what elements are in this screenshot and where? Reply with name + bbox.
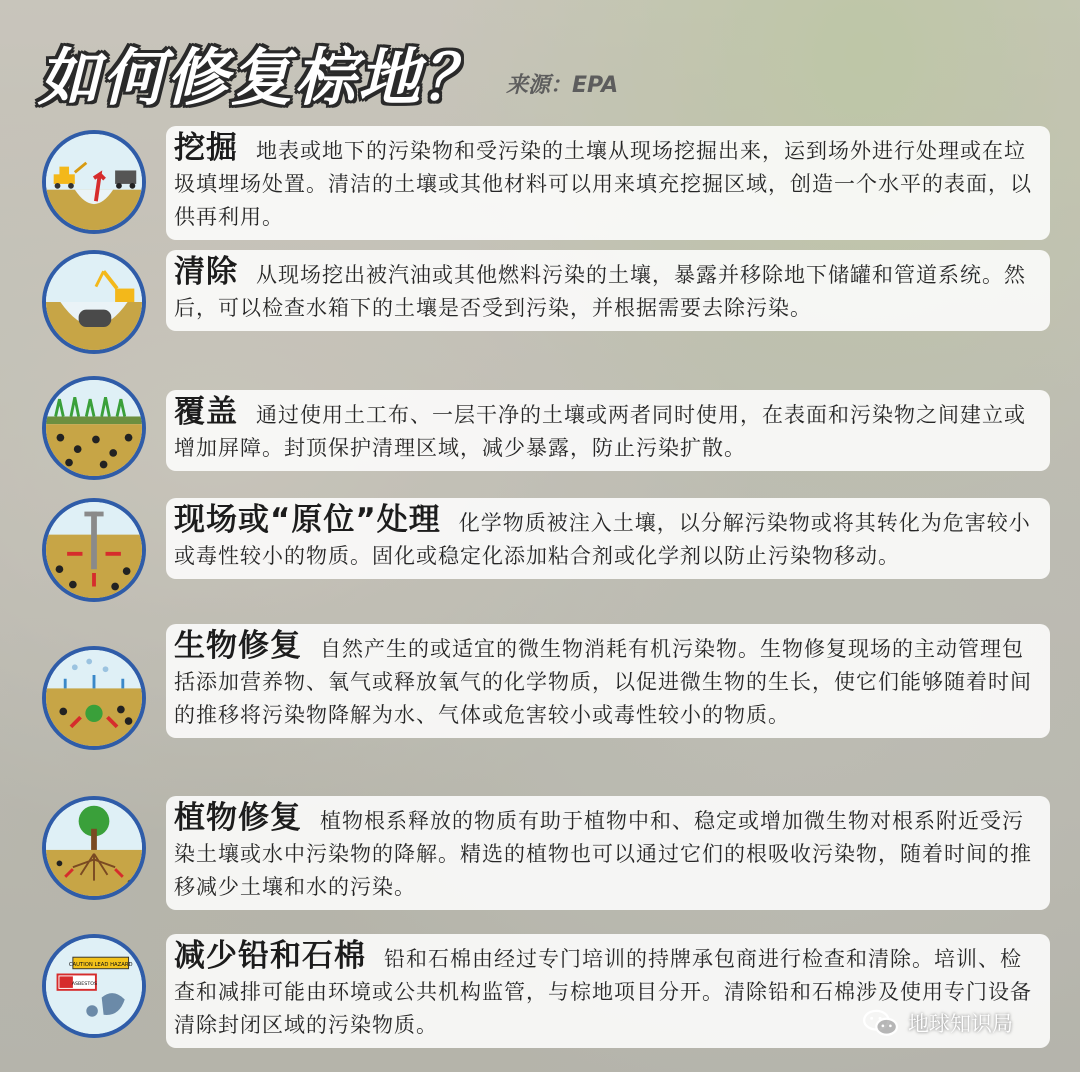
item-text: 通过使用土工布、一层干净的土壤或两者同时使用，在表面和污染物之间建立或增加屏障。封顶保护清理区域，减少暴露，防止污染扩散。 (174, 403, 1026, 460)
item-text: 地表或地下的污染物和受污染的土壤从现场挖掘出来，运到场外进行处理或在垃圾填埋场处置。清洁的土壤或其他材料可以用来填充挖掘区域，创造一个水平的表面，以供再利用。 (174, 139, 1032, 229)
watermark-text: 地球知识局 (908, 1012, 1013, 1036)
lead-asbestos-icon (42, 934, 146, 1038)
item-heading: 生物修复 (174, 628, 302, 664)
description-card (166, 498, 1050, 579)
excavation-icon (42, 130, 146, 234)
item-text: 自然产生的或适宜的微生物消耗有机污染物。生物修复现场的主动管理包括添加营养物、氧气或释放氧气的化学物质，以促进微生物的生长，使它们能够随着时间的推移将污染物降解为水、气体或危害较小或毒性较小的物质。 (174, 637, 1032, 727)
description-card (166, 126, 1050, 240)
page-title: 如何修复棕地？ (38, 41, 487, 114)
lead-sign-text: CAUTION LEAD HAZARD (68, 961, 133, 968)
item-text: 植物根系释放的物质有助于植物中和、稳定或增加微生物对根系附近受污染土壤或水中污染物的降解。精选的植物也可以通过它们的根吸收污染物，随着时间的推移减少土壤和水的污染。 (174, 809, 1032, 899)
description-card (166, 390, 1050, 471)
item-heading: 挖掘 (174, 130, 238, 166)
description-card (166, 250, 1050, 331)
bioremediation-icon (42, 646, 146, 750)
description-card (166, 796, 1050, 910)
item-text: 化学物质被注入土壤，以分解污染物或将其转化为危害较小或毒性较小的物质。固化或稳定化添加粘合剂或化学剂以防止污染物移动。 (174, 511, 1031, 568)
item-heading: 植物修复 (174, 800, 302, 836)
injection-icon (42, 498, 146, 602)
item-heading: 减少铅和石棉 (174, 938, 366, 974)
wechat-icon (862, 1008, 900, 1038)
tree-roots-icon (42, 796, 146, 900)
item-text: 从现场挖出被汽油或其他燃料污染的土壤，暴露并移除地下储罐和管道系统。然后，可以检查水箱下的土壤是否受到污染，并根据需要去除污染。 (174, 263, 1026, 320)
capping-icon (42, 376, 146, 480)
source-label: 来源：EPA (506, 73, 619, 98)
tank-removal-icon (42, 250, 146, 354)
item-heading: 现场或“原位”处理 (174, 502, 441, 538)
item-text: 铅和石棉由经过专门培训的持牌承包商进行检查和清除。培训、检查和减排可能由环境或公共机构监管，与棕地项目分开。清除铅和石棉涉及使用专门设备清除封闭区域的污染物质。 (174, 947, 1032, 1037)
asbestos-sign-text: ASBESTOS (71, 982, 98, 988)
item-heading: 清除 (174, 254, 238, 290)
description-card (166, 624, 1050, 738)
watermark (862, 1008, 1013, 1038)
item-heading: 覆盖 (174, 394, 238, 430)
